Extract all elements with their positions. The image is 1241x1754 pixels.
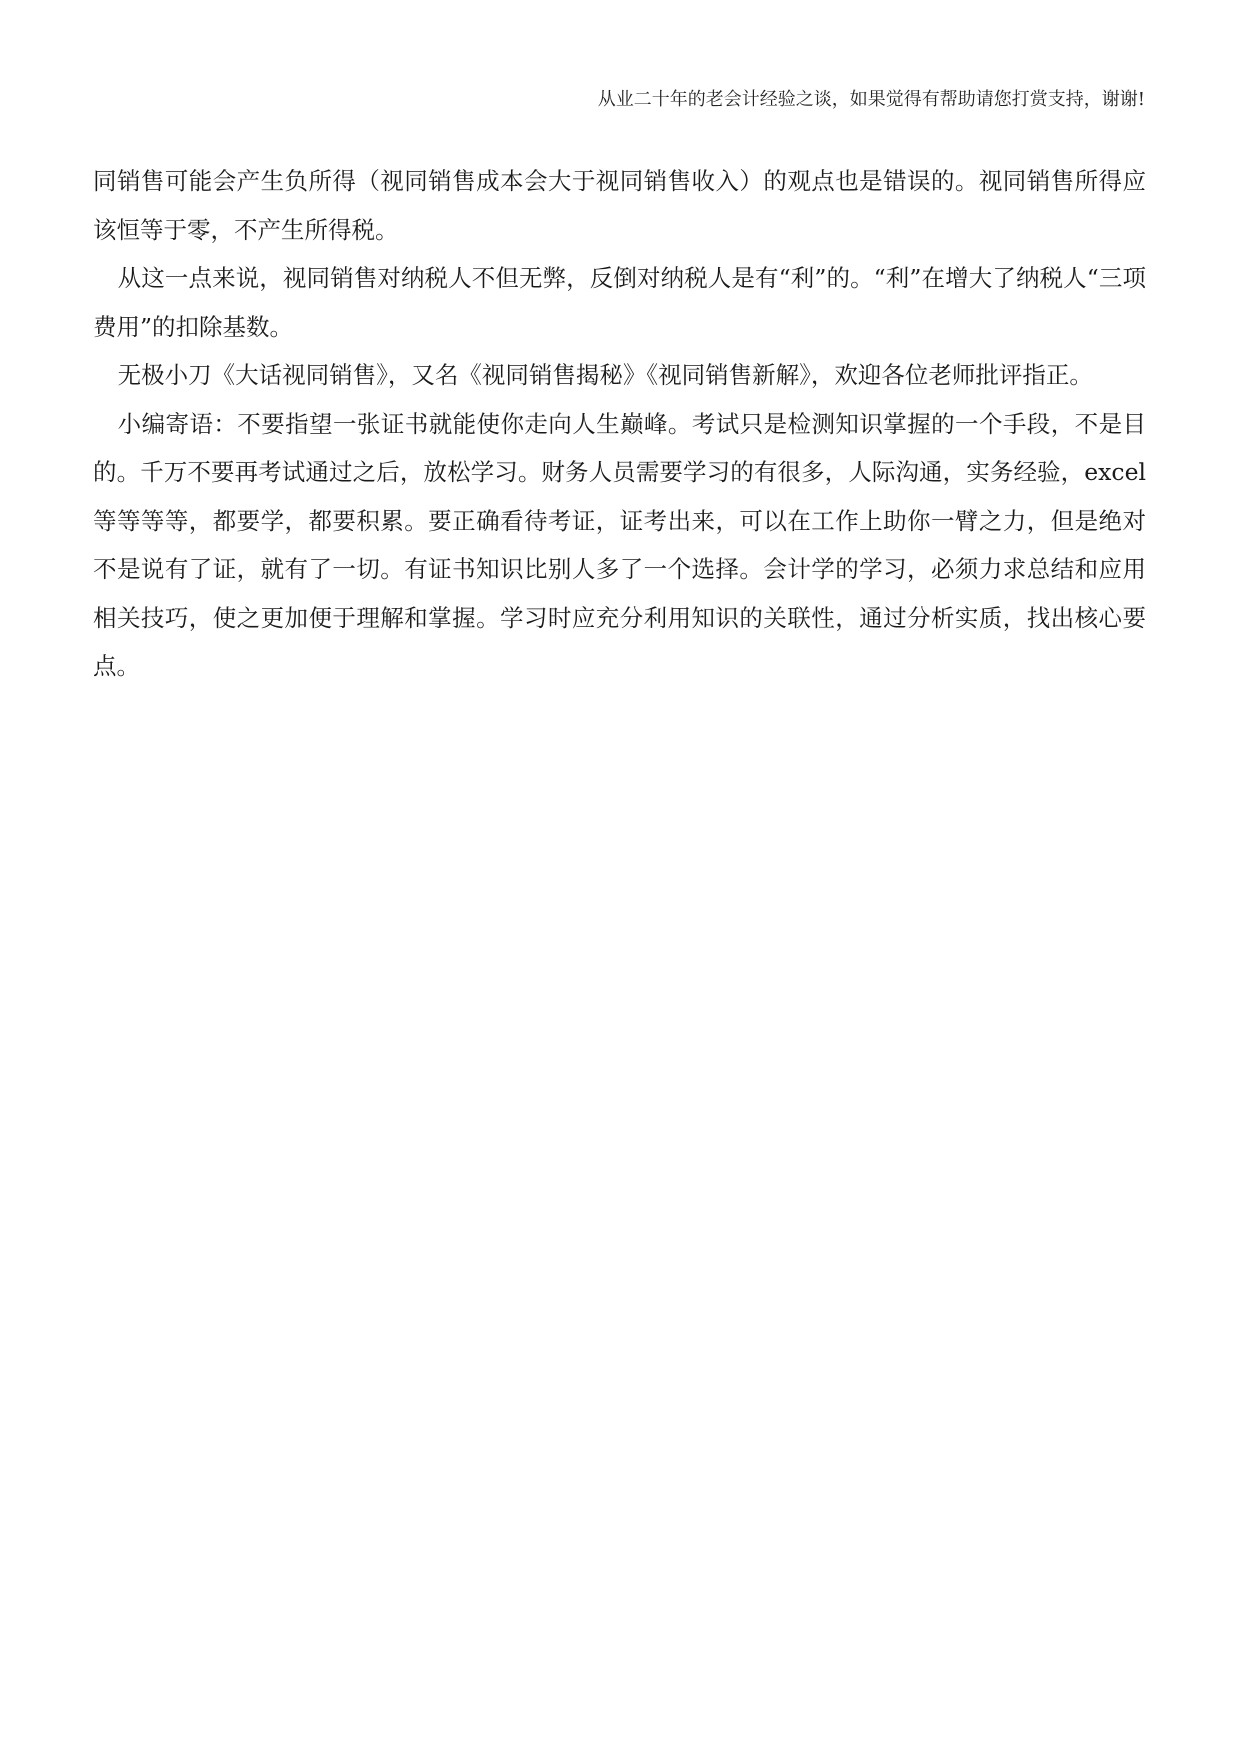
paragraph-tax-benefit: 从这一点来说，视同销售对纳税人不但无弊，反倒对纳税人是有“利”的。“利”在增大了纳税人“三项费用”的扣除基数。	[93, 264, 1146, 341]
header-note: 从业二十年的老会计经验之谈，如果觉得有帮助请您打赏支持，谢谢!	[597, 89, 1145, 110]
paragraph-editor-note: 小编寄语：不要指望一张证书就能使你走向人生巅峰。考试只是检测知识掌握的一个手段，不是目的。千万不要再考试通过之后，放松学习。财务人员需要学习的有很多，人际沟通，实务经验，excel 等等等等，都要学，都要积累。要正确看待考证，证考出来，可以在工作上助你一臂之力，但是绝对不是说有了证，就有了一切。有证书知识比别人多了一个选择。会计学的学习，必须力求总结和应用相关技巧，使之更加便于理解和掌握。学习时应充分利用知识的关联性，通过分析实质，找出核心要点。	[93, 409, 1146, 680]
document-body	[93, 157, 1146, 691]
paragraph-author-note: 无极小刀《大话视同销售》，又名《视同销售揭秘》《视同销售新解》，欢迎各位老师批评指正。	[117, 361, 1093, 389]
paragraph-continuation: 同销售可能会产生负所得（视同销售成本会大于视同销售收入）的观点也是错误的。视同销售所得应该恒等于零，不产生所得税。	[93, 167, 1146, 244]
